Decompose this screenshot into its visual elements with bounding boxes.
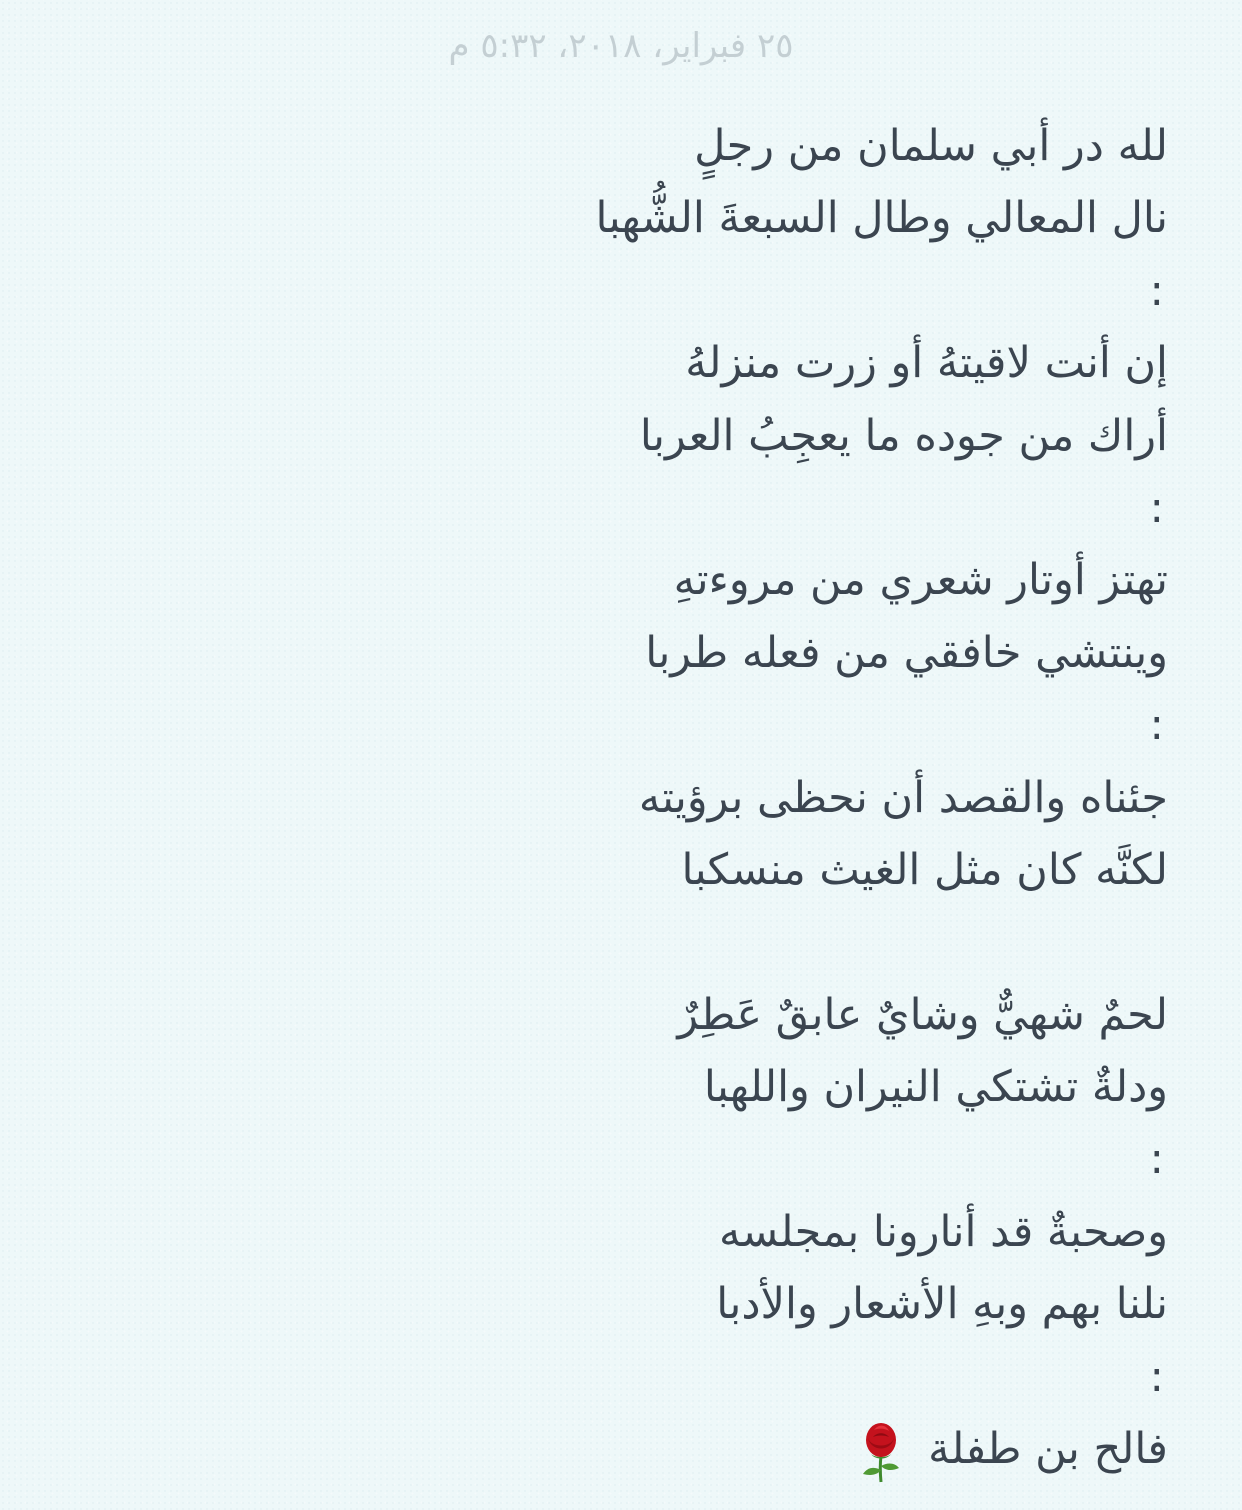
- stanza-separator: :: [1149, 265, 1164, 316]
- stanza-separator: :: [1149, 700, 1164, 751]
- note-timestamp: ٢٥ فبراير، ٢٠١٨، ٥:٣٢ م: [448, 26, 794, 66]
- poet-signature: فالح بن طفلة: [928, 1424, 1168, 1475]
- blank-line: [68, 906, 1168, 978]
- stanza-separator: :: [1149, 1351, 1164, 1402]
- poem-line: وصحبةٌ قد أنارونا بمجلسه: [718, 1206, 1168, 1257]
- poem-line: لله در أبي سلمان من رجلٍ: [694, 121, 1168, 171]
- stanza-separator: :: [1149, 1134, 1164, 1185]
- rose-icon: [857, 1420, 905, 1484]
- poem-line: لحمٌ شهيٌّ وشايٌ عابقٌ عَطِرٌ: [677, 989, 1168, 1040]
- note-body[interactable]: [68, 110, 1168, 1485]
- poem-line: إن أنت لاقيتهُ أو زرت منزلهُ: [685, 338, 1168, 389]
- poem-line: جئناه والقصد أن نحظى برؤيته: [638, 772, 1168, 823]
- poem-line: نلنا بهم وبهِ الأشعار والأدبا: [716, 1279, 1168, 1330]
- poem-line: أراك من جوده ما يعجِبُ العربا: [639, 410, 1168, 461]
- signature-line: [68, 1413, 1168, 1485]
- poem-line: لكنَّه كان مثل الغيث منسكبا: [681, 844, 1168, 895]
- poem-line: نال المعالي وطال السبعةَ الشُّهبا: [595, 193, 1168, 244]
- poem-line: وينتشي خافقي من فعله طربا: [645, 627, 1168, 678]
- poem-line: ودلةٌ تشتكي النيران واللهبا: [703, 1062, 1168, 1113]
- stanza-separator: :: [1149, 482, 1164, 533]
- poem-line: تهتز أوتار شعري من مروءتهِ: [673, 555, 1168, 606]
